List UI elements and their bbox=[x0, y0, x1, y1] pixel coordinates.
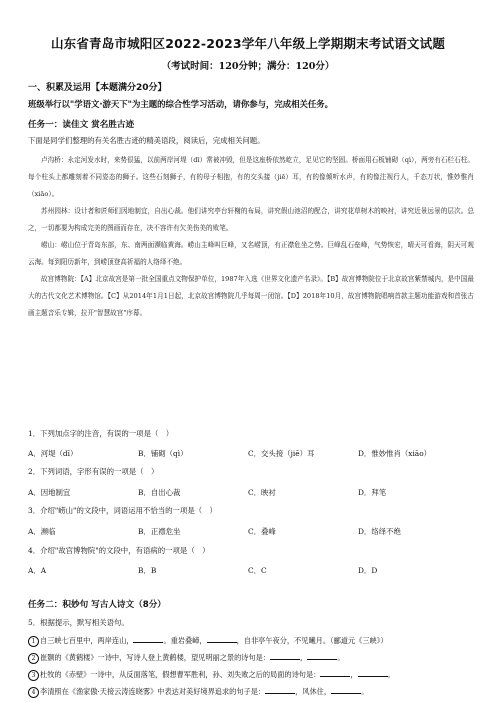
option-b: B．正襟危坐 bbox=[138, 527, 181, 536]
item-number: 3 bbox=[28, 670, 39, 681]
task1-intro: 下面是同学们整理的有关名胜古迹的精美语段，阅读后，完成相关问题。 bbox=[28, 136, 265, 145]
question-4-options bbox=[28, 565, 474, 576]
option-d: D．惟妙惟肖（xiāo） bbox=[358, 449, 432, 458]
question-1-options bbox=[28, 448, 474, 459]
item-number: 1 bbox=[28, 636, 39, 647]
question-1: 1．下列加点字的注音，有误的一项是（ ） bbox=[28, 429, 174, 438]
answer-blank[interactable] bbox=[307, 651, 337, 660]
option-b: B．B bbox=[138, 566, 157, 575]
question-2-options bbox=[28, 487, 474, 498]
option-a: A．河堤（dī） bbox=[28, 449, 78, 458]
recite-item-1: 1 自三峡七百里中，两岸连山， 。重岩叠嶂， ，自非亭午夜分，不见曦月。（郦道元《三峡》） bbox=[28, 634, 388, 647]
paragraph-lugou-bridge: 卢沟桥：永定河发水时，来势很猛，以前两岸河堤（dī）常被冲毁，但是这座桥依然屹立，足见它的坚固。桥面用石板铺砌（qì），两旁有石栏石柱。每个柱头上都雕刻着不同姿态的狮子。这些石刻狮子，有的母子相抱，有的交头接（jiē）耳，有的像倾听水声，有的像注视行人，千态万状，惟妙惟肖（xiāo）。 bbox=[28, 156, 474, 198]
paragraph-palace-museum: 故宫博物院：【A】北京故宫是第一批全国重点文物保护单位，1987年入选《世界文化遗产名录》。【B】故宫博物院位于北京故宫紫禁城内，是中国最大的古代文化艺术博物馆。【C】从2014年1月1日起，北京故宫博物院几乎每周一闭馆。【D】2018年10月，故宫博物院唱响首款主题功能游戏和首张古画主题音乐专辑，拉开"智慧故宫"序幕。 bbox=[28, 275, 474, 317]
item-number: 2 bbox=[28, 653, 39, 664]
option-c: C．映衬 bbox=[248, 488, 276, 497]
option-a: A．A bbox=[28, 566, 47, 575]
paragraph-suzhou-gardens: 苏州园林：设计者和匠师们因地制宜，自出心裁。他们讲究亭台轩榭的布局，讲究假山池沼的配合，讲究花草树木的映衬，讲究近景远景的层次。总之，一切都要为构成完美的图画而存在，决不容许有欠美伤美的败笔。 bbox=[28, 207, 474, 232]
section-heading: 一、积累及运用【本题满分20分】 bbox=[28, 83, 167, 93]
answer-blank[interactable] bbox=[358, 668, 388, 677]
option-c: C．交头接（jiē）耳 bbox=[248, 449, 315, 458]
answer-blank[interactable] bbox=[270, 651, 300, 660]
question-3-options bbox=[28, 526, 474, 537]
recite-item-2: 2 崔颢的《黄鹤楼》一诗中，写诗人登上黄鹤楼，望见明丽之景的诗句是： ， 。 bbox=[28, 651, 344, 664]
section-intro: 班级举行以"学语文·游天下"为主题的综合性学习活动，请你参与，完成相关任务。 bbox=[28, 99, 334, 109]
option-c: C．叠峰 bbox=[248, 527, 276, 536]
item-number: 4 bbox=[28, 687, 39, 698]
recite-item-4: 4 李清照在《渔家傲·天接云涛连晓雾》中表达对美好境界追求的句子是： ，风休住， 。 bbox=[28, 685, 368, 698]
exam-info: （考试时间：120分钟；满分：120分） bbox=[161, 61, 335, 72]
answer-blank[interactable] bbox=[320, 668, 350, 677]
option-b: B．铺砌（qì） bbox=[138, 449, 188, 458]
option-d: D．拜笔 bbox=[358, 488, 387, 497]
recite-item-3: 3 杜牧的《赤壁》一诗中，从反面落笔，假想曹军胜利，孙、刘失败之后的局面的诗句是： ， 。 bbox=[28, 668, 395, 681]
option-d: D．络绎不绝 bbox=[358, 527, 401, 536]
answer-blank[interactable] bbox=[133, 634, 163, 643]
question-5: 5．根据提示，默写相关语句。 bbox=[28, 618, 129, 627]
question-4: 4．介绍"故宫博物院"的文段中，有语病的一项是（ ） bbox=[28, 546, 210, 555]
question-3: 3．介绍"崂山"的文段中，词语运用不恰当的一项是（ ） bbox=[28, 506, 217, 515]
page-title: 山东省青岛市城阳区2022-2023学年八年级上学期期末考试语文试题 bbox=[50, 36, 446, 51]
option-c: C．C bbox=[248, 566, 267, 575]
paragraph-laoshan: 崂山：崂山位于青岛东部，东、南两面濒临黄海。崂山主峰叫巨峰，又名崂顶，有正襟危坐之势。巨峰乱石垒峰，气势恢宏，晴天可看海，阴天可观云海。每到阳历新年，到崂顶登高祈福的人络绎不绝。 bbox=[28, 241, 474, 266]
option-d: D．D bbox=[358, 566, 378, 575]
option-a: A．濒临 bbox=[28, 527, 56, 536]
question-2: 2．下列词语，字形有误的一项是（ ） bbox=[28, 467, 159, 476]
task2-heading: 任务二：积妙句 写古人诗文（8分） bbox=[28, 600, 166, 610]
option-a: A．因地制宜 bbox=[28, 488, 71, 497]
answer-blank[interactable] bbox=[207, 634, 237, 643]
answer-blank[interactable] bbox=[265, 685, 295, 694]
task1-heading: 任务一：读佳文 赏名胜古迹 bbox=[28, 120, 135, 130]
option-b: B．自出心裁 bbox=[138, 488, 181, 497]
answer-blank[interactable] bbox=[331, 685, 361, 694]
reading-passage bbox=[28, 152, 474, 322]
